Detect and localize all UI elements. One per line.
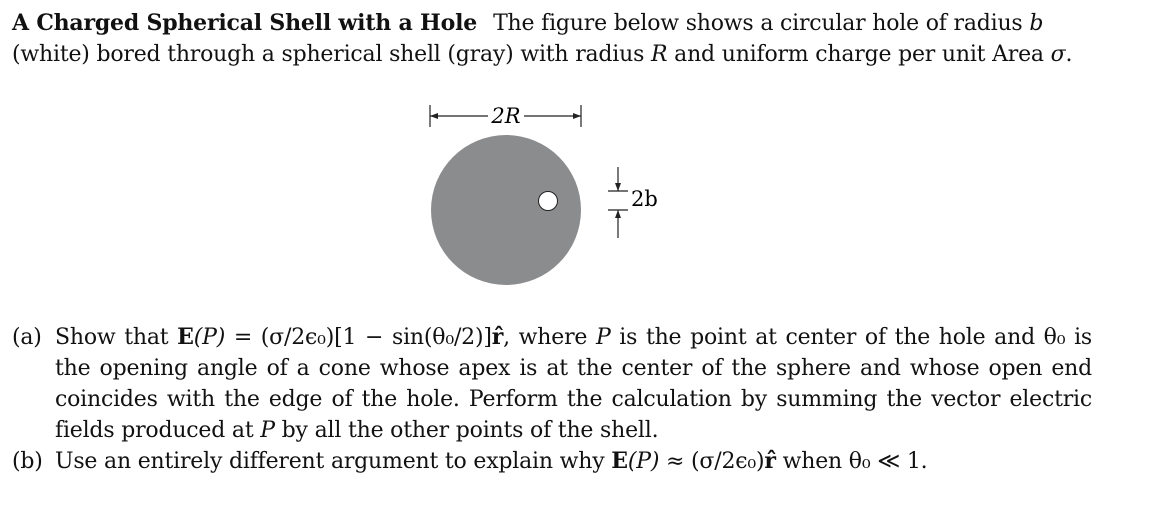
part-b-rhat: r̂ xyxy=(764,448,776,474)
part-a-field-E: E xyxy=(177,324,194,350)
dim-left-arrow xyxy=(430,113,438,119)
part-a-text-2: is the point at center of the hole and θ₀ is the opening angle of a cone whose apex is at the center of the sphere and whose open end coincides with the edge of the hole. Perform the calculation by summing the vector electric fields produced at xyxy=(55,325,1093,443)
intro-text-1: The figure below shows a circular hole of radius xyxy=(493,11,1030,36)
part-a-var-P: P xyxy=(595,325,611,350)
intro-var-R: R xyxy=(651,42,668,67)
part-b-pre: Use an entirely different argument to explain why xyxy=(55,449,612,474)
part-a-label: (a) xyxy=(12,325,42,350)
part-b-text-1: when θ₀ ≪ 1. xyxy=(775,449,928,474)
hole-dim-lower-arrow xyxy=(615,210,621,218)
spherical-shell xyxy=(431,135,581,285)
part-b-text xyxy=(55,446,1092,477)
shell-diagram xyxy=(400,92,700,292)
hole-label-2b: 2b xyxy=(631,187,658,211)
hole-dim-upper-arrow xyxy=(615,183,621,191)
shell-figure xyxy=(400,92,700,292)
part-a-rhat: r̂ xyxy=(491,324,504,350)
part-b-field-E: E xyxy=(611,448,628,474)
dim-right-arrow xyxy=(573,113,581,119)
intro-text-3: and uniform charge per unit Area xyxy=(667,42,1051,67)
problem-parts xyxy=(12,322,1092,477)
part-a-point-P: (P) xyxy=(193,325,226,350)
part-a-text-1: , where xyxy=(503,325,596,350)
intro-text-2: (white) bored through a spherical shell (gray) with radius xyxy=(12,42,651,67)
circular-hole xyxy=(539,192,558,211)
intro-var-sigma: σ xyxy=(1050,42,1066,67)
part-b xyxy=(12,446,1092,477)
part-a-var-P2: P xyxy=(260,418,275,443)
problem-intro xyxy=(12,8,1122,70)
part-b-point-P: (P) xyxy=(627,449,660,474)
part-b-label: (b) xyxy=(12,449,43,474)
intro-var-b: b xyxy=(1029,11,1044,36)
part-a-text xyxy=(55,322,1092,446)
intro-text-4: . xyxy=(1065,42,1073,67)
dim-label-2R: 2R xyxy=(491,104,521,128)
part-a xyxy=(12,322,1092,446)
part-a-pre: Show that xyxy=(55,325,178,350)
part-b-formula: ≈ (σ/2ϵ₀) xyxy=(659,449,765,474)
part-a-formula: = (σ/2ϵ₀)[1 − sin(θ₀/2)] xyxy=(225,325,492,350)
part-a-text-3: by all the other points of the shell. xyxy=(274,418,659,443)
problem-title: A Charged Spherical Shell with a Hole xyxy=(12,10,478,36)
